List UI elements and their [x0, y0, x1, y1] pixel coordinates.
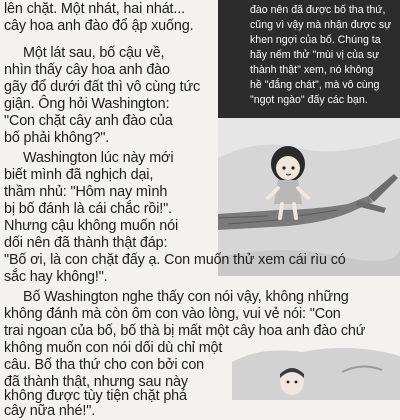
text-line: đã thành thật, nhưng sau này: [4, 374, 188, 390]
text-line: "Con chặt cây anh đào của: [4, 113, 173, 129]
text-line: dối nên đã thành thật đáp:: [4, 235, 168, 251]
bottom-illustration: [232, 342, 400, 400]
text-line: gãy đổ dưới đất thì vô cùng tức: [4, 79, 201, 95]
sidebar-line: đào nên đã được bố tha thứ,: [250, 4, 386, 16]
text-line: cây hoa anh đào đổ ập xuống.: [4, 18, 194, 34]
sidebar-line: hề "đắng chát", mà vô cùng: [250, 79, 380, 91]
text-line: thầm nhủ: "Hôm nay mình: [4, 184, 168, 200]
text-line: câu. Bố tha thứ cho con bởi con: [4, 357, 205, 373]
text-line: biết mình đã nghịch dại,: [4, 167, 154, 183]
text-line: không muốn con nói dối dù chỉ một: [4, 340, 223, 356]
sidebar-line: hãy nếm thử "mùi vị của sự: [250, 49, 380, 61]
text-line: cây nữa nhé!".: [4, 403, 96, 419]
text-line: Bố Washington nghe thấy con nói vậy, không những: [23, 289, 349, 305]
text-line: "Bố ơi, là con chặt đấy ạ. Con muốn thử xem cái rìu có: [4, 252, 346, 268]
sidebar-line: thành thật" xem, nó không: [250, 64, 374, 76]
text-line: nhìn thấy cây hoa anh đào: [4, 62, 170, 78]
text-line: Washington lúc này mới: [23, 150, 174, 166]
text-line: lên chặt. Một nhát, hai nhát...: [4, 1, 185, 17]
text-line: không đánh mà còn ôm con vào lòng, vui vẻ nói: "Con: [4, 306, 341, 322]
text-line: sắc hay không!".: [4, 269, 108, 285]
text-line: giận. Ông hỏi Washington:: [4, 96, 170, 112]
text-line: bố phải không?".: [4, 130, 110, 146]
text-line: Nhưng cậu không muốn nói: [4, 218, 179, 234]
sidebar-line: "ngọt ngào" đấy các bạn.: [250, 94, 368, 106]
sidebar-line: khen ngợi của bố. Chúng ta: [250, 34, 381, 46]
text-line: không được tùy tiện chặt phá: [4, 388, 187, 404]
character-illustration: [232, 342, 400, 400]
text-line: Một lát sau, bố cậu về,: [23, 45, 165, 61]
text-line: bị bố đánh là cái chắc rồi!".: [4, 201, 172, 217]
sidebar-line: cũng vì vậy mà nhận được sự: [250, 19, 392, 31]
text-line: trai ngoan của bố, bố thà bị mất một cây hoa anh đào chứ: [4, 323, 366, 339]
